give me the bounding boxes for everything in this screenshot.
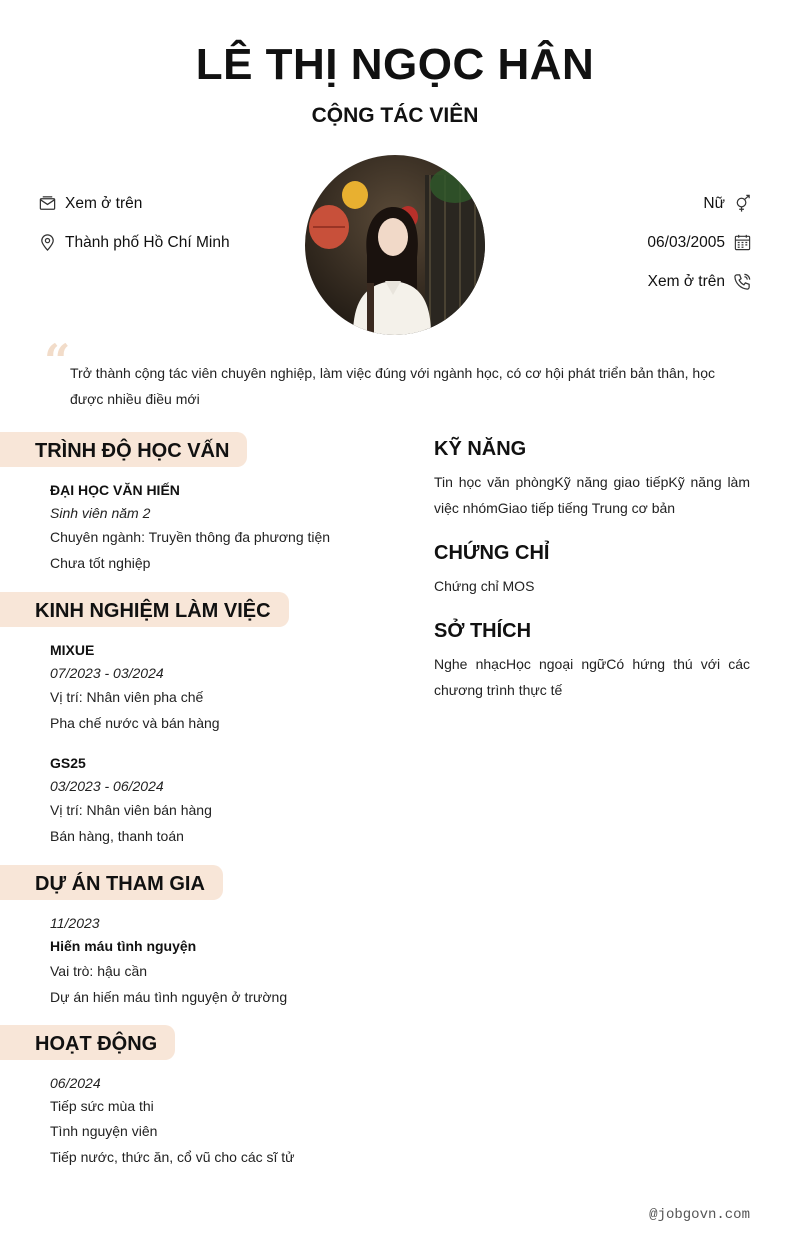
activity-date: 06/2024 <box>50 1075 101 1091</box>
contact-left <box>38 184 298 262</box>
career-objective: Trở thành cộng tác viên chuyên nghiệp, làm việc đúng với ngành học, có cơ hội phát triển bản thân, học được nhiều điều mới <box>70 365 715 407</box>
contact-birthday-text: 06/03/2005 <box>647 233 725 251</box>
contact-right <box>492 184 752 301</box>
hobbies-text: Nghe nhạcHọc ngoại ngữCó hứng thú với các chương trình thực tế <box>434 656 750 698</box>
activity-description: Tiếp nước, thức ăn, cổ vũ cho các sĩ tử <box>50 1149 295 1165</box>
experience-position: Vị trí: Nhân viên bán hàng <box>50 802 212 818</box>
map-pin-icon <box>38 233 57 252</box>
education-major: Chuyên ngành: Truyền thông đa phương tiện <box>50 529 331 545</box>
contact-phone <box>492 262 752 301</box>
experience-item <box>50 638 390 736</box>
education-year: Sinh viên năm 2 <box>50 505 151 521</box>
project-description: Dự án hiến máu tình nguyện ở trường <box>50 989 288 1005</box>
experience-item <box>50 751 390 849</box>
watermark: @jobgovn.com <box>649 1207 750 1223</box>
certificates-heading: CHỨNG CHỈ <box>434 542 550 564</box>
experience-period: 03/2023 - 06/2024 <box>50 778 164 794</box>
project-item <box>50 912 390 1010</box>
contact-gender <box>492 184 752 223</box>
contact-gender-text: Nữ <box>703 194 725 212</box>
contact-address <box>38 223 298 262</box>
calendar-icon <box>733 233 752 252</box>
education-status: Chưa tốt nghiệp <box>50 555 151 571</box>
education-item <box>50 478 390 576</box>
contact-email-text: Xem ở trên <box>65 194 143 212</box>
experience-company: GS25 <box>50 755 86 771</box>
experience-period: 07/2023 - 03/2024 <box>50 665 164 681</box>
activity-item <box>50 1072 390 1170</box>
phone-icon <box>733 272 752 291</box>
projects-heading: DỰ ÁN THAM GIA <box>0 865 223 900</box>
hobbies-heading: SỞ THÍCH <box>434 620 532 642</box>
job-title: CỘNG TÁC VIÊN <box>311 104 479 127</box>
activity-name: Tiếp sức mùa thi <box>50 1098 154 1114</box>
experience-company: MIXUE <box>50 642 95 658</box>
contact-birthday <box>492 223 752 262</box>
avatar <box>305 155 485 335</box>
education-school: ĐẠI HỌC VĂN HIẾN <box>50 482 180 498</box>
experience-description: Pha chế nước và bán hàng <box>50 715 220 731</box>
education-heading: TRÌNH ĐỘ HỌC VẤN <box>0 432 247 467</box>
skills-text: Tin học văn phòngKỹ năng giao tiếpKỹ năng làm việc nhómGiao tiếp tiếng Trung cơ bản <box>434 474 750 516</box>
experience-heading: KINH NGHIỆM LÀM VIỆC <box>0 592 289 627</box>
project-role: Vai trò: hậu cần <box>50 963 148 979</box>
project-date: 11/2023 <box>50 915 100 931</box>
experience-description: Bán hàng, thanh toán <box>50 828 184 844</box>
activities-heading: HOẠT ĐỘNG <box>0 1025 175 1060</box>
certificates-text: Chứng chỉ MOS <box>434 578 535 594</box>
envelope-icon <box>38 194 57 213</box>
experience-position: Vị trí: Nhân viên pha chế <box>50 689 204 705</box>
gender-icon <box>733 194 752 213</box>
project-name: Hiến máu tình nguyện <box>50 938 197 954</box>
quote-icon: “ <box>44 334 71 388</box>
skills-heading: KỸ NĂNG <box>434 438 527 460</box>
contact-phone-text: Xem ở trên <box>647 272 725 290</box>
candidate-name: LÊ THỊ NGỌC HÂN <box>195 40 595 89</box>
contact-email <box>38 184 298 223</box>
activity-role: Tình nguyện viên <box>50 1123 158 1139</box>
contact-address-text: Thành phố Hồ Chí Minh <box>65 233 230 251</box>
